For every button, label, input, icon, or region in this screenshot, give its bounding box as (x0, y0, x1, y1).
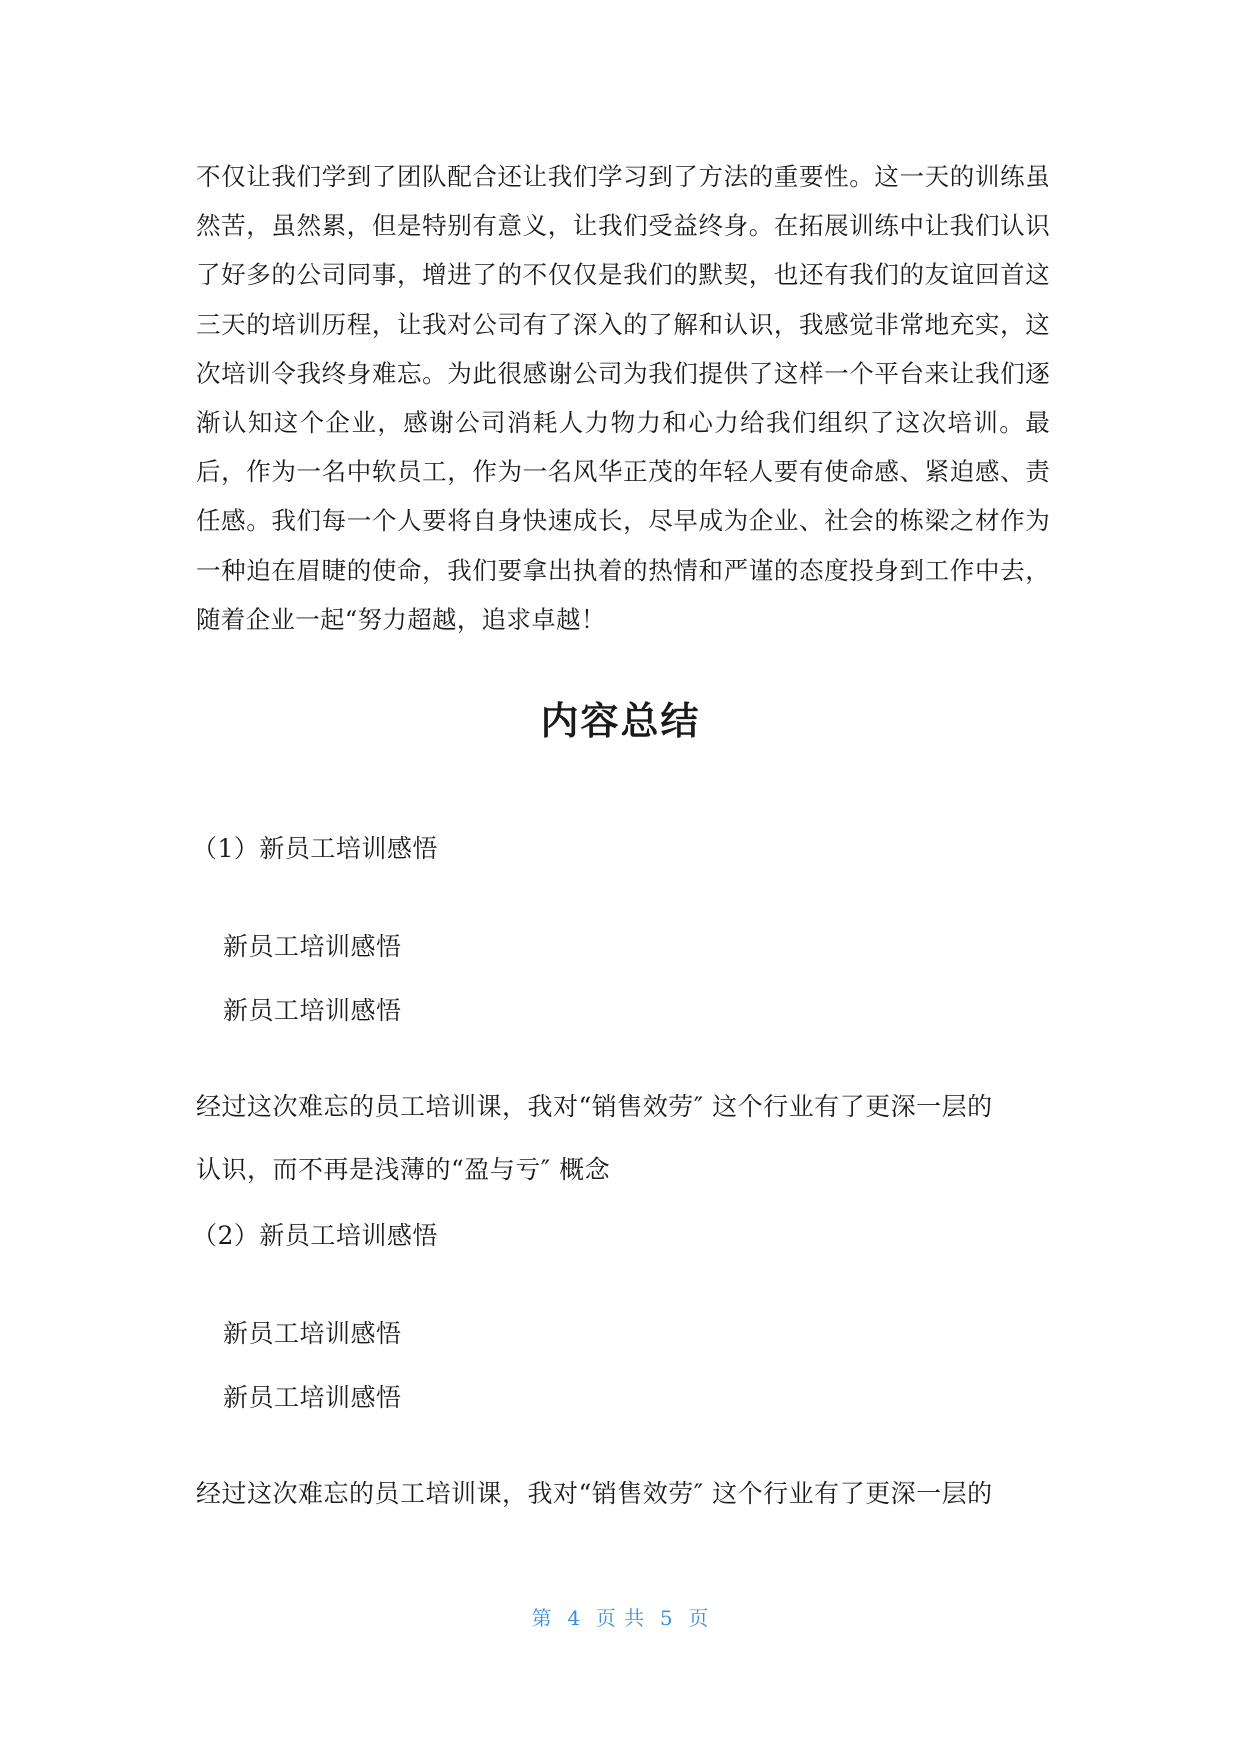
item-subline: 新员工培训感悟 (223, 932, 402, 961)
item-text-line: 经过这次难忘的员工培训课，我对“销售效劳″ 这个行业有了更深一层的 (196, 1479, 993, 1508)
item-subline: 新员工培训感悟 (223, 996, 402, 1025)
intro-paragraph: 不仅让我们学到了团队配合还让我们学习到了方法的重要性。这一天的训练虽然苦，虽然累，但是特别有意义，让我们受益终身。在拓展训练中让我们认识了好多的公司同事，增进了的不仅仅是我们的默契，也还有我们的友谊回首这三天的培训历程，让我对公司有了深入的了解和认识，我感觉非常地充实，这次培训令我终身难忘。为此很感谢公司为我们提供了这样一个平台来让我们逐渐认知这个企业，感谢公司消耗人力物力和心力给我们组织了这次培训。最后，作为一名中软员工，作为一名风华正茂的年轻人要有使命感、紧迫感、责任感。我们每一个人要将自身快速成长，尽早成为企业、社会的栋梁之材作为一种迫在眉睫的使命，我们要拿出执着的热情和严谨的态度投身到工作中去，随着企业一起“努力超越，追求卓越！ (196, 162, 1050, 634)
item-heading: （2）新员工培训感悟 (192, 1221, 438, 1250)
page-footer: 第 4 页 共 5 页 (531, 1606, 710, 1630)
item-heading: （1）新员工培训感悟 (192, 834, 438, 863)
item-subline: 新员工培训感悟 (223, 1383, 402, 1412)
item-text-line: 认识，而不再是浅薄的“盈与亏″ 概念 (196, 1155, 611, 1184)
item-text-line: 经过这次难忘的员工培训课，我对“销售效劳″ 这个行业有了更深一层的 (196, 1092, 993, 1121)
section-title: 内容总结 (540, 698, 701, 743)
item-subline: 新员工培训感悟 (223, 1319, 402, 1348)
